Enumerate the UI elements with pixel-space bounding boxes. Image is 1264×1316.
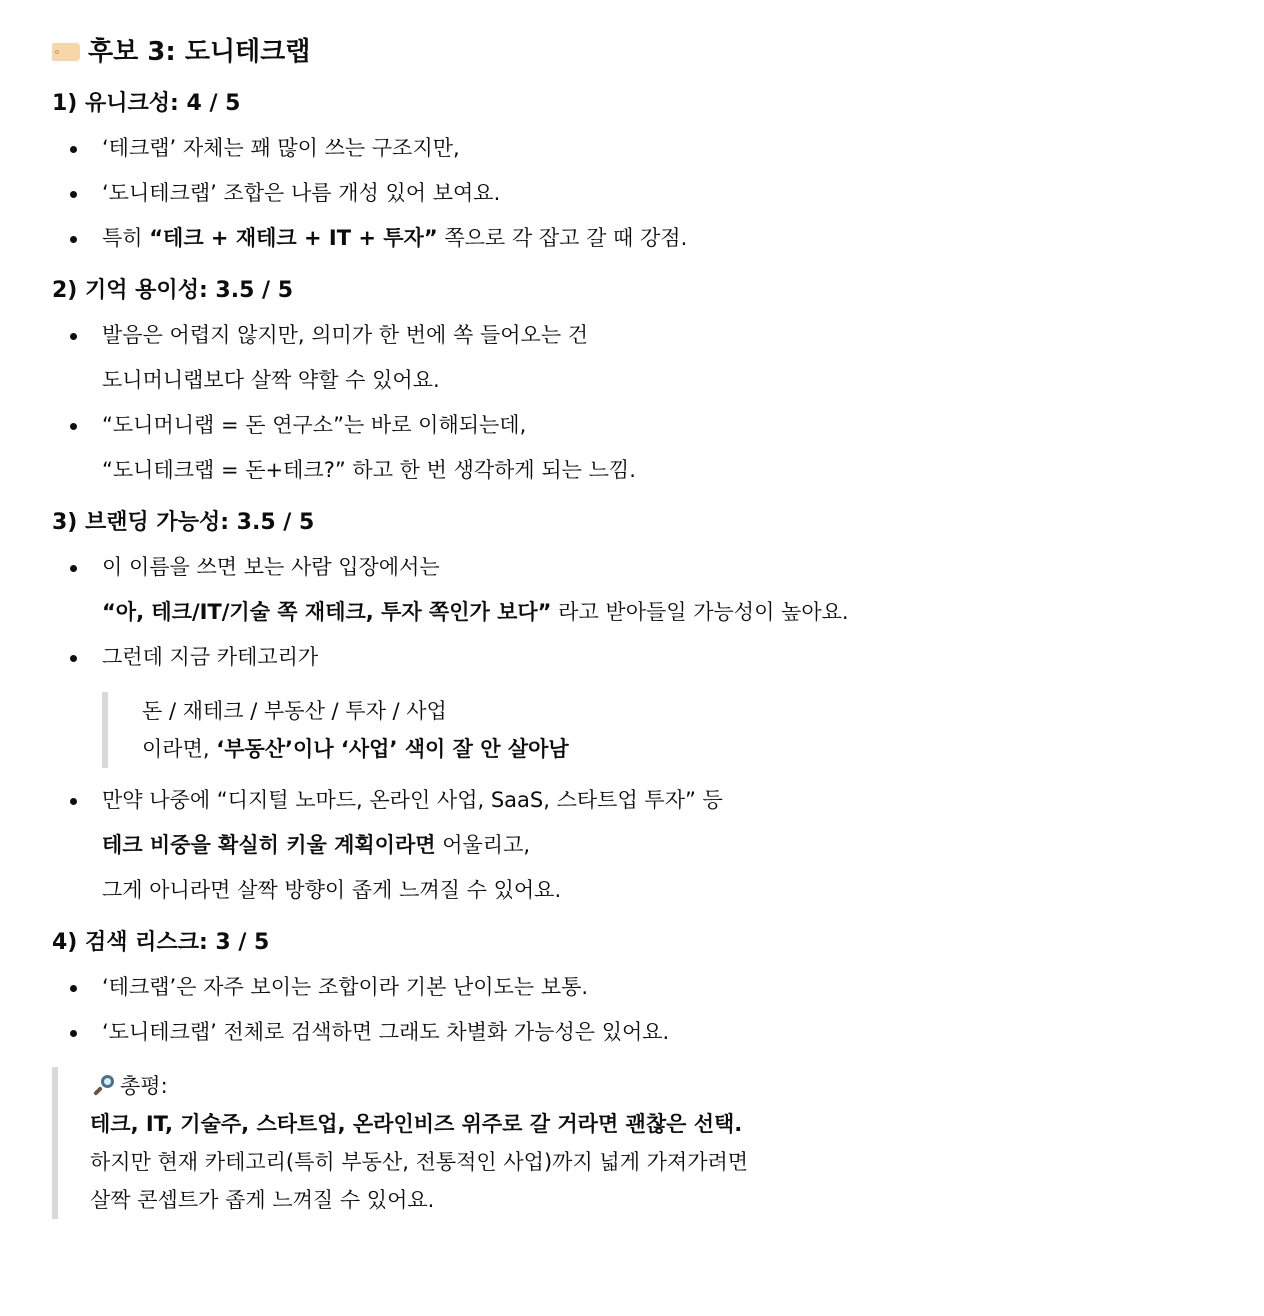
label-tag-icon (52, 43, 80, 61)
uniqueness-list (52, 126, 1212, 261)
section-heading-branding: 3) 브랜딩 가능성: 3.5 / 5 (52, 510, 315, 535)
list-item: ‘도니테크랩’ 전체로 검색하면 그래도 차별화 가능성은 있어요. (52, 1010, 1212, 1055)
search-risk-list (52, 965, 1212, 1055)
list-item: 특히 “테크 + 재테크 + IT + 투자” 쪽으로 각 잡고 갈 때 강점. (52, 216, 1212, 261)
candidate-title (52, 30, 1212, 74)
branding-list (52, 545, 1212, 680)
list-item: ‘테크랩’ 자체는 꽤 많이 쓰는 구조지만, (52, 126, 1212, 171)
candidate-title-text: 후보 3: 도니테크랩 (88, 37, 311, 67)
section-heading-uniqueness: 1) 유니크성: 4 / 5 (52, 91, 241, 116)
category-blockquote: 돈 / 재테크 / 부동산 / 투자 / 사업 이라면, ‘부동산’이나 ‘사업’ 색이 잘 안 살아남 (102, 692, 1212, 768)
list-item: 그런데 지금 카테고리가 (52, 635, 1212, 680)
branding-list-continued (52, 778, 1212, 913)
list-item: ‘테크랩’은 자주 보이는 조합이라 기본 난이도는 보통. (52, 965, 1212, 1010)
section-heading-search-risk: 4) 검색 리스크: 3 / 5 (52, 930, 270, 955)
memorability-list (52, 313, 1212, 493)
section-heading-memorability: 2) 기억 용이성: 3.5 / 5 (52, 278, 294, 303)
list-item: ‘도니테크랩’ 조합은 나름 개성 있어 보여요. (52, 171, 1212, 216)
list-item: 발음은 어렵지 않지만, 의미가 한 번에 쏙 들어오는 건 도니머니랩보다 살짝 약할 수 있어요. (52, 313, 1212, 403)
list-item: “도니머니랩 = 돈 연구소”는 바로 이해되는데, “도니테크랩 = 돈+테크?” 하고 한 번 생각하게 되는 느낌. (52, 403, 1212, 493)
summary-blockquote: 총평: 테크, IT, 기술주, 스타트업, 온라인비즈 위주로 갈 거라면 괜찮은 선택. 하지만 현재 카테고리(특히 부동산, 전통적인 사업)까지 넓게 가져가려면 살짝 콘셉트가 좁게 느껴질 수 있어요. (52, 1067, 1212, 1219)
list-item: 이 이름을 쓰면 보는 사람 입장에서는 “아, 테크/IT/기술 쪽 재테크, 투자 쪽인가 보다” 라고 받아들일 가능성이 높아요. (52, 545, 1212, 635)
list-item: 만약 나중에 “디지털 노마드, 온라인 사업, SaaS, 스타트업 투자” 등 테크 비중을 확실히 키울 계획이라면 어울리고, 그게 아니라면 살짝 방향이 좁게 느껴질 수 있어요. (52, 778, 1212, 913)
magnifying-glass-icon (90, 1074, 116, 1096)
